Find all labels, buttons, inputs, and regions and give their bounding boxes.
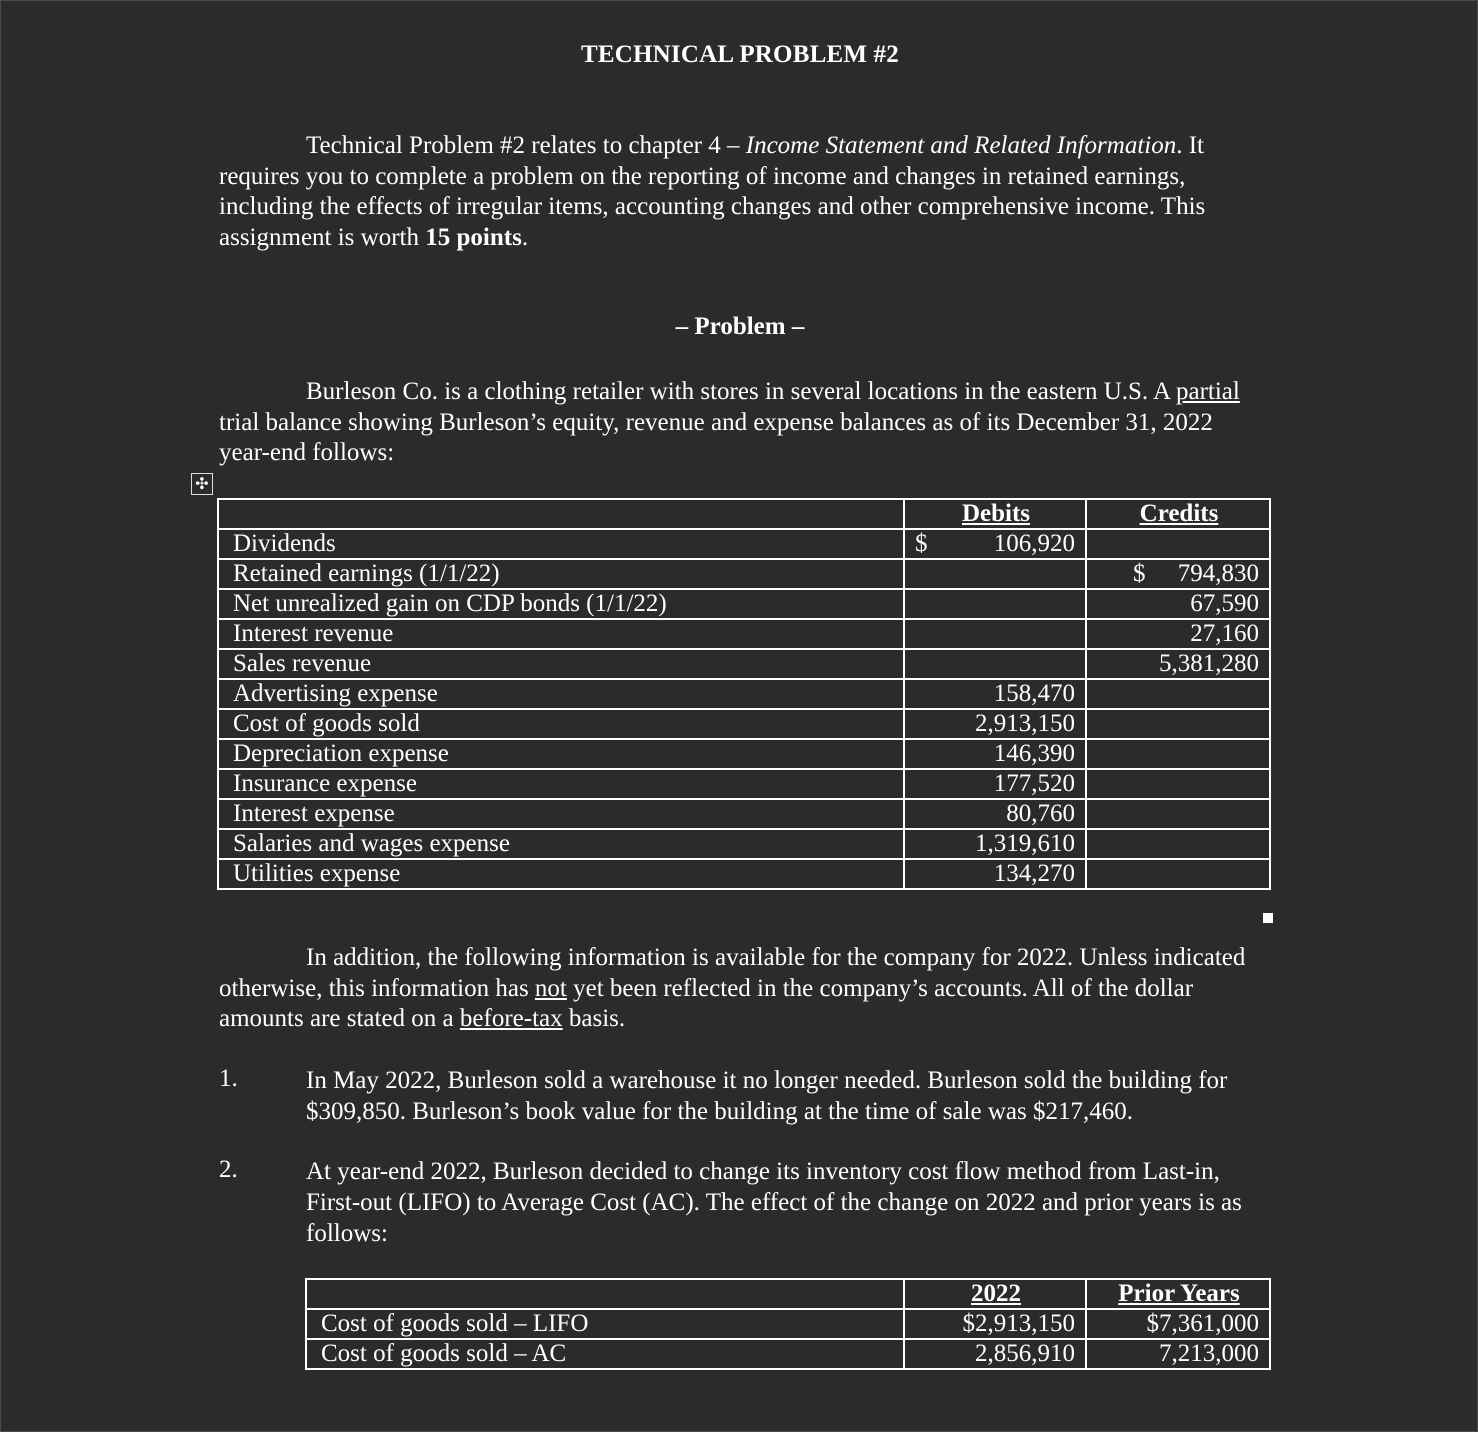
credit-amount: 5,381,280 bbox=[1159, 650, 1259, 677]
header-blank-cell bbox=[306, 1279, 904, 1309]
intro-chapter-title: Income Statement and Related Information bbox=[745, 132, 1177, 159]
account-name: Salaries and wages expense bbox=[218, 829, 904, 859]
problem-partial: partial bbox=[1175, 378, 1240, 405]
credit-amount: 794,830 bbox=[1177, 560, 1259, 587]
table-row bbox=[218, 589, 1270, 619]
table-row bbox=[218, 649, 1270, 679]
debit-cell bbox=[904, 769, 1086, 799]
account-name: Utilities expense bbox=[218, 859, 904, 889]
account-name: Interest expense bbox=[218, 799, 904, 829]
list-item-number: 2. bbox=[219, 1156, 238, 1183]
problem-heading: – Problem – bbox=[675, 313, 805, 340]
debit-amount: 2,913,150 bbox=[975, 710, 1075, 737]
account-name: Sales revenue bbox=[218, 649, 904, 679]
header-2022: 2022 bbox=[904, 1279, 1086, 1309]
credit-cell bbox=[1086, 559, 1270, 589]
table-row bbox=[218, 679, 1270, 709]
credit-cell bbox=[1086, 619, 1270, 649]
cogs-label: Cost of goods sold – AC bbox=[306, 1339, 904, 1369]
credit-cell bbox=[1086, 859, 1270, 889]
debit-amount: 177,520 bbox=[993, 770, 1075, 797]
table-row bbox=[218, 529, 1270, 559]
intro-text-1: Technical Problem #2 relates to chapter 4 – bbox=[306, 132, 746, 159]
credit-cell bbox=[1086, 679, 1270, 709]
addition-not: not bbox=[534, 974, 567, 1002]
credit-cell bbox=[1086, 589, 1270, 619]
credit-cell bbox=[1086, 649, 1270, 679]
debit-cell bbox=[904, 799, 1086, 829]
problem-text-1: Burleson Co. is a clothing retailer with stores in several locations in the eastern U.S. A bbox=[306, 378, 1176, 405]
cogs-comparison-table bbox=[305, 1278, 1271, 1370]
resize-handle-icon[interactable] bbox=[1263, 913, 1273, 923]
debit-amount: 134,270 bbox=[993, 860, 1075, 887]
list-item-number: 1. bbox=[219, 1065, 238, 1092]
account-name: Net unrealized gain on CDP bonds (1/1/22) bbox=[218, 589, 904, 619]
table-row bbox=[218, 619, 1270, 649]
credit-cell bbox=[1086, 799, 1270, 829]
table-row bbox=[218, 739, 1270, 769]
debit-dollar-sign: $ bbox=[915, 530, 928, 557]
debit-cell bbox=[904, 559, 1086, 589]
debit-amount: 158,470 bbox=[993, 680, 1075, 707]
problem-text-2: trial balance showing Burleson’s equity, revenue and expense balances as of its December 31, 2022 year-end follows: bbox=[219, 408, 1213, 466]
account-name: Cost of goods sold bbox=[218, 709, 904, 739]
trial-balance-table bbox=[217, 498, 1271, 890]
list-item-text: At year-end 2022, Burleson decided to change its inventory cost flow method from Last-in, First-out (LIFO) to Average Cost (AC). The effect of the change on 2022 and prior years is as follows: bbox=[306, 1158, 1242, 1247]
account-name: Insurance expense bbox=[218, 769, 904, 799]
header-debits: Debits bbox=[904, 499, 1086, 529]
addition-text-3: basis. bbox=[562, 1005, 626, 1032]
table-row bbox=[306, 1339, 1270, 1369]
debit-cell bbox=[904, 589, 1086, 619]
table-row bbox=[218, 769, 1270, 799]
table-row bbox=[306, 1309, 1270, 1339]
addition-before-tax: before-tax bbox=[459, 1005, 563, 1032]
account-name: Advertising expense bbox=[218, 679, 904, 709]
debit-amount: 80,760 bbox=[1006, 800, 1075, 827]
credit-dollar-sign: $ bbox=[1133, 560, 1146, 587]
table-header-row bbox=[306, 1279, 1270, 1309]
addition-text-1: In addition, the following information is available for the company for 2022. Unless indicated otherwise, this information has bbox=[219, 944, 1246, 1002]
debit-cell bbox=[904, 529, 1086, 559]
debit-cell bbox=[904, 649, 1086, 679]
cogs-label: Cost of goods sold – LIFO bbox=[306, 1309, 904, 1339]
page-title: TECHNICAL PROBLEM #2 bbox=[581, 41, 899, 68]
addition-text-2: yet been reflected in the company’s accounts. All of the dollar amounts are stated on a bbox=[219, 974, 1194, 1032]
debit-cell bbox=[904, 739, 1086, 769]
move-icon[interactable]: ✣ bbox=[191, 473, 213, 495]
list-item-text: In May 2022, Burleson sold a warehouse it no longer needed. Burleson sold the building for $309,850. Burleson’s book value for the building at the time of sale was $217,460. bbox=[306, 1067, 1228, 1125]
table-header-row bbox=[218, 499, 1270, 529]
table-row bbox=[218, 799, 1270, 829]
debit-amount: 146,390 bbox=[993, 740, 1075, 767]
credit-cell bbox=[1086, 529, 1270, 559]
account-name: Retained earnings (1/1/22) bbox=[218, 559, 904, 589]
table-row bbox=[218, 709, 1270, 739]
credit-cell bbox=[1086, 739, 1270, 769]
intro-text-2: . It requires you to complete a problem on the reporting of income and changes in retained earnings, including the effects of irregular items, accounting changes and other comprehensive income. This assignment is worth bbox=[219, 132, 1206, 251]
header-credits: Credits bbox=[1086, 499, 1270, 529]
debit-cell bbox=[904, 619, 1086, 649]
problem-paragraph bbox=[219, 377, 1269, 469]
debit-amount: 1,319,610 bbox=[975, 830, 1075, 857]
credit-cell bbox=[1086, 709, 1270, 739]
credit-cell bbox=[1086, 829, 1270, 859]
debit-cell bbox=[904, 709, 1086, 739]
debit-cell bbox=[904, 829, 1086, 859]
cogs-prior-years: 7,213,000 bbox=[1086, 1339, 1270, 1369]
credit-amount: 67,590 bbox=[1190, 590, 1259, 617]
addition-paragraph bbox=[219, 943, 1269, 1035]
credit-cell bbox=[1086, 769, 1270, 799]
debit-amount: 106,920 bbox=[993, 530, 1075, 557]
intro-paragraph bbox=[219, 131, 1269, 253]
intro-points: 15 points bbox=[425, 223, 522, 251]
account-name: Interest revenue bbox=[218, 619, 904, 649]
header-blank-cell bbox=[218, 499, 904, 529]
cogs-2022: $2,913,150 bbox=[904, 1309, 1086, 1339]
debit-cell bbox=[904, 859, 1086, 889]
debit-cell bbox=[904, 679, 1086, 709]
credit-amount: 27,160 bbox=[1190, 620, 1259, 647]
table-row bbox=[218, 859, 1270, 889]
header-prior-years: Prior Years bbox=[1086, 1279, 1270, 1309]
account-name: Depreciation expense bbox=[218, 739, 904, 769]
cogs-prior-years: $7,361,000 bbox=[1086, 1309, 1270, 1339]
intro-text-3: . bbox=[521, 223, 529, 251]
account-name: Dividends bbox=[218, 529, 904, 559]
table-row bbox=[218, 829, 1270, 859]
cogs-2022: 2,856,910 bbox=[904, 1339, 1086, 1369]
table-row bbox=[218, 559, 1270, 589]
